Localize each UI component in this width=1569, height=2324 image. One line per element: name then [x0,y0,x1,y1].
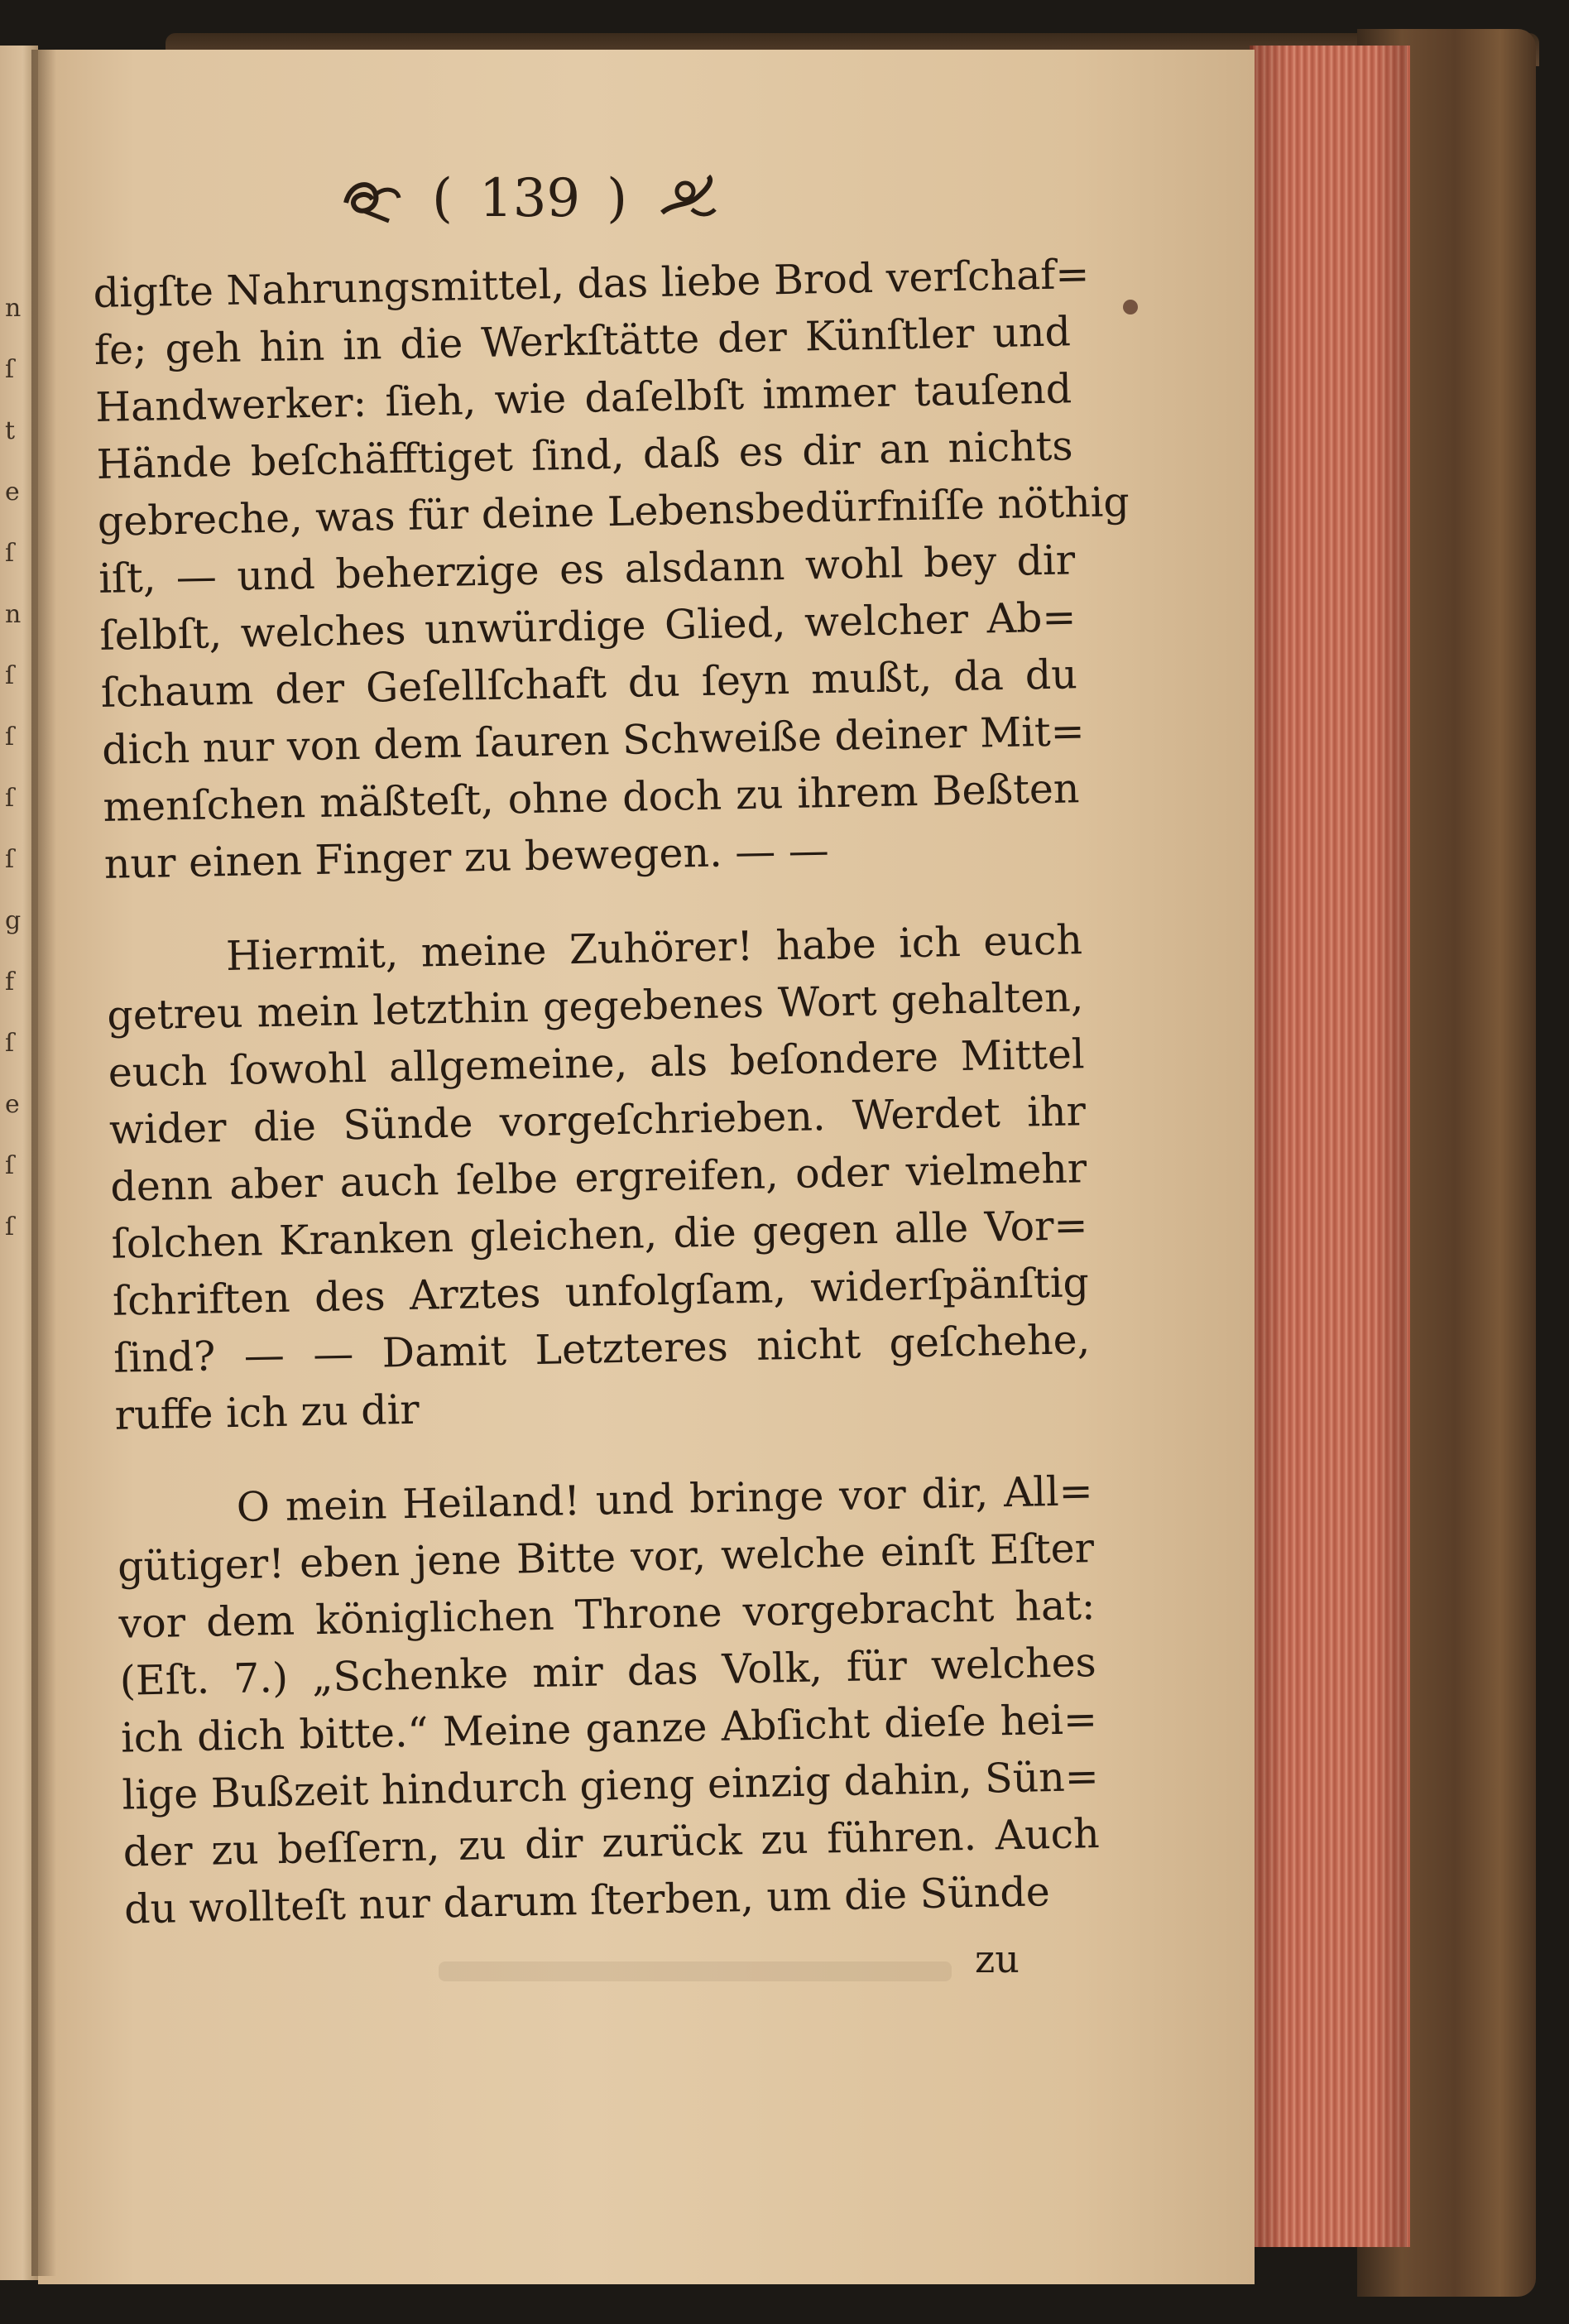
text-line: Hiermit, meine Zuhörer! habe ich euch [225,916,1083,981]
previous-page-margin-char: t [5,416,16,445]
text-line: ſchaum der Geſellſchaft du ſeyn mußt, da du [100,651,1078,717]
text-line: digſte Nahrungsmittel, das liebe Brod verſchaf= [93,250,1090,317]
previous-page-margin-char: ſ [5,1029,15,1058]
previous-page-margin-char: ſ [5,661,15,690]
text-line: getreu mein letzthin gegebenes Wort gehalten, [106,973,1084,1040]
text-line: iſt, — und beherzige es alsdann wohl bey dir [98,536,1076,603]
text-line: nur einen Finger zu bewegen. — — [103,827,830,888]
text-line: lige Bußzeit hindurch gieng einzig dahin, Sün= [121,1753,1100,1819]
text-line: ruffe ich zu dir [114,1385,420,1439]
text-line: euch ſowohl allgemeine, als beſondere Mittel [108,1030,1086,1097]
text-line: O mein Heiland! und bringe vor dir, All= [236,1467,1094,1531]
page-number-open-paren: ( [432,168,453,229]
text-line: Handwerker: ſieh, wie daſelbſt immer tauſend [94,365,1072,431]
text-line: denn aber auch ſelbe ergreifen, oder vielmehr [109,1145,1087,1211]
previous-page-margin-char: ſ [5,784,15,813]
text-line: ſelbſt, welches unwürdige Glied, welcher Ab= [99,593,1077,660]
text-line: ich dich bitte.“ Meine ganze Abſicht dieſe hei= [120,1696,1098,1762]
page-number-close-paren: ) [607,168,628,229]
gutter-shadow [31,50,56,2276]
previous-page-margin-char: n [5,294,22,323]
text-line: wider die Sünde vorgeſchrieben. Werdet ihr [108,1088,1087,1154]
text-line: ſolchen Kranken gleichen, die gegen alle Vor= [111,1202,1089,1268]
ink-show-through [439,1961,952,1981]
previous-page-margin-char: ſ [5,723,15,751]
page-number: 139 [478,168,581,229]
previous-page-margin-char: ſ [5,355,15,384]
fore-edge-shade [1250,46,1407,2247]
text-line: fe; geh hin in die Werkſtätte der Künſtler und [94,308,1072,374]
previous-page-margin-char: f [5,968,15,996]
page-header [339,153,770,244]
text-line: gütiger! eben jene Bitte vor, welche einſt Eſter [117,1525,1095,1591]
text-line: du wollteſt nur darum ſterben, um die Sünde [123,1868,1051,1933]
text-line: ſind? — — Damit Letzteres nicht geſchehe, [113,1316,1091,1382]
previous-page-margin-char: ſ [5,1212,15,1241]
text-line: vor dem königlichen Throne vorgebracht hat: [118,1582,1096,1648]
text-line: Hände beſchäfftiget ſind, daß es dir an nichts [96,422,1073,488]
previous-page-margin-char: n [5,600,22,629]
paragraph [105,911,1092,1444]
text-line: ſchriften des Arztes unfolgſam, widerſpänſtig [112,1259,1090,1325]
previous-page-margin-char: ſ [5,845,15,874]
text-line: menſchen mäßteſt, ohne doch zu ihrem Beßten [103,765,1080,831]
body-text [93,246,1130,1937]
catchword: zu [975,1937,1020,1981]
previous-page-margin-char: e [5,478,20,507]
text-line: der zu beſſern, zu dir zurück zu führen. Auch [122,1809,1101,1876]
text-line: gebreche, was für deine Lebensbedürfniſſe nöthig [97,478,1130,545]
text-line: dich nur von dem ſauren Schweiße deiner Mit= [101,708,1086,774]
left-ornament-icon [339,170,405,228]
previous-page-margin-char: ſ [5,1151,15,1180]
text-line: (Eſt. 7.) „Schenke mir das Volk, für welches [119,1639,1097,1705]
previous-page-margin-char: g [5,906,22,935]
paragraph [93,246,1130,893]
paragraph [116,1462,1101,1938]
foxing-spot [1123,300,1138,315]
previous-page-margin-char: e [5,1090,20,1119]
previous-page-margin-char: ſ [5,539,15,568]
right-ornament-icon [654,170,720,228]
